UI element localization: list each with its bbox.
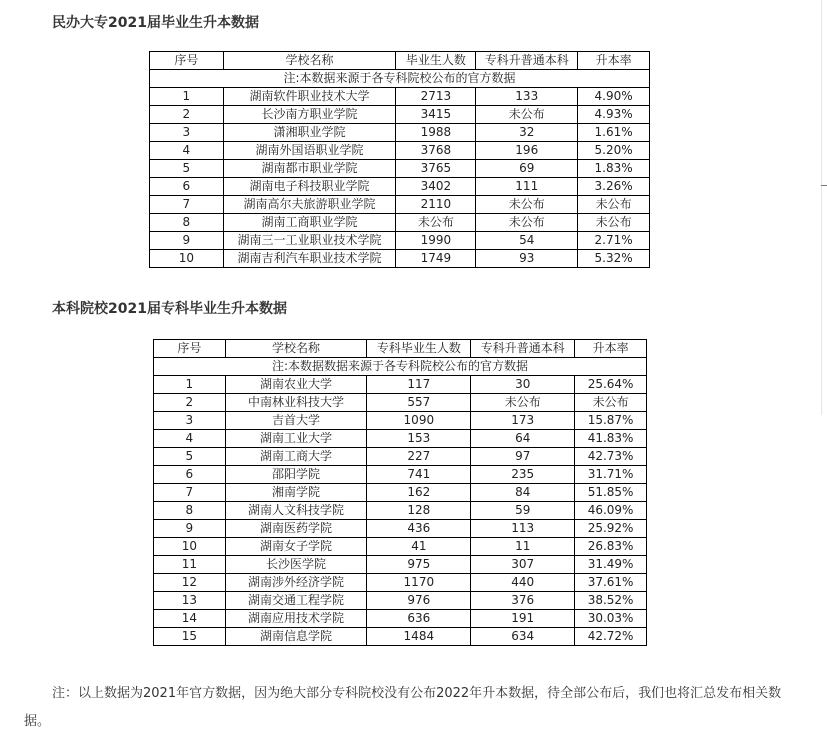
table-cell: 4.93%: [578, 106, 650, 124]
scrollbar-track[interactable]: [821, 0, 822, 415]
table-row: [154, 538, 647, 556]
table-row: [154, 448, 647, 466]
table-cell: 3768: [396, 142, 476, 160]
table-cell: 117: [367, 376, 471, 394]
table-cell: 31.71%: [575, 466, 647, 484]
table-cell: 湖南信息学院: [225, 628, 367, 646]
table-cell: 4: [154, 430, 226, 448]
table-row: [154, 430, 647, 448]
table-row: [154, 610, 647, 628]
table-cell: 634: [471, 628, 575, 646]
table-cell: 湖南涉外经济学院: [225, 574, 367, 592]
table-cell: 5.32%: [578, 250, 650, 268]
header-cell: 学校名称: [223, 52, 396, 70]
table-cell: 46.09%: [575, 502, 647, 520]
section2-title: 本科院校2021届专科毕业生升本数据: [52, 301, 287, 317]
table-cell: 636: [367, 610, 471, 628]
header-cell: 学校名称: [225, 340, 367, 358]
table-cell: 173: [471, 412, 575, 430]
table-header-row: [150, 52, 650, 70]
table-row: [154, 484, 647, 502]
table-cell: 64: [471, 430, 575, 448]
scrollbar-thumb[interactable]: [821, 185, 827, 186]
table-cell: 湖南工商职业学院: [223, 214, 396, 232]
table-cell: 3402: [396, 178, 476, 196]
table-row: [150, 178, 650, 196]
table-cell: 湖南交通工程学院: [225, 592, 367, 610]
table-cell: 30.03%: [575, 610, 647, 628]
table-cell: 42.72%: [575, 628, 647, 646]
table-cell: 1.61%: [578, 124, 650, 142]
table-cell: 25.64%: [575, 376, 647, 394]
table-cell: 未公布: [476, 106, 578, 124]
table-cell: 未公布: [476, 214, 578, 232]
table-cell: 12: [154, 574, 226, 592]
table-cell: 976: [367, 592, 471, 610]
table-cell: 7: [154, 484, 226, 502]
section1-title: 民办大专2021届毕业生升本数据: [52, 15, 259, 31]
table-row: [150, 250, 650, 268]
header-cell: 毕业生人数: [396, 52, 476, 70]
table-cell: 湘南学院: [225, 484, 367, 502]
table-cell: 307: [471, 556, 575, 574]
table-cell: 4.90%: [578, 88, 650, 106]
table-row: [154, 628, 647, 646]
header-cell: 专科毕业生人数: [367, 340, 471, 358]
table-cell: 邵阳学院: [225, 466, 367, 484]
table-cell: 3765: [396, 160, 476, 178]
table-cell: 湖南医药学院: [225, 520, 367, 538]
table-cell: 69: [476, 160, 578, 178]
table-cell: 153: [367, 430, 471, 448]
table-cell: 133: [476, 88, 578, 106]
table-cell: 5: [154, 448, 226, 466]
table-cell: 中南林业科技大学: [225, 394, 367, 412]
header-cell: 专科升普通本科: [471, 340, 575, 358]
table-cell: 11: [471, 538, 575, 556]
table-cell: 5: [150, 160, 224, 178]
table-cell: 227: [367, 448, 471, 466]
header-cell: 专科升普通本科: [476, 52, 578, 70]
table-cell: 41: [367, 538, 471, 556]
table-cell: 未公布: [396, 214, 476, 232]
table-cell: 3.26%: [578, 178, 650, 196]
table-cell: 557: [367, 394, 471, 412]
table-universities: [153, 339, 647, 646]
table-cell: 440: [471, 574, 575, 592]
table-row: [150, 196, 650, 214]
table-cell: 41.83%: [575, 430, 647, 448]
table-cell: 975: [367, 556, 471, 574]
table-cell: 湖南农业大学: [225, 376, 367, 394]
table-cell: 湖南女子学院: [225, 538, 367, 556]
table-cell: 1990: [396, 232, 476, 250]
table-cell: 31.49%: [575, 556, 647, 574]
table-cell: 5.20%: [578, 142, 650, 160]
table-cell: 235: [471, 466, 575, 484]
table-note-row: [154, 358, 647, 376]
table-cell: 潇湘职业学院: [223, 124, 396, 142]
table-cell: 湖南工业大学: [225, 430, 367, 448]
table-cell: 26.83%: [575, 538, 647, 556]
table-cell: 未公布: [575, 394, 647, 412]
table-cell: 8: [150, 214, 224, 232]
table-cell: 9: [154, 520, 226, 538]
table-cell: 15: [154, 628, 226, 646]
table-note: 注:本数据数据来源于各专科院校公布的官方数据: [154, 358, 647, 376]
table-row: [150, 142, 650, 160]
table-cell: 6: [154, 466, 226, 484]
table-cell: 37.61%: [575, 574, 647, 592]
table-row: [154, 574, 647, 592]
table-cell: 长沙医学院: [225, 556, 367, 574]
table-cell: 10: [154, 538, 226, 556]
table-cell: 未公布: [471, 394, 575, 412]
table-cell: 38.52%: [575, 592, 647, 610]
header-cell: 升本率: [575, 340, 647, 358]
table-cell: 11: [154, 556, 226, 574]
table-cell: 1749: [396, 250, 476, 268]
table-cell: 196: [476, 142, 578, 160]
table-cell: 113: [471, 520, 575, 538]
table-cell: 湖南应用技术学院: [225, 610, 367, 628]
table-row: [154, 556, 647, 574]
table-row: [154, 412, 647, 430]
header-cell: 升本率: [578, 52, 650, 70]
table-cell: 2713: [396, 88, 476, 106]
table-cell: 10: [150, 250, 224, 268]
table-cell: 2110: [396, 196, 476, 214]
table-cell: 8: [154, 502, 226, 520]
table-row: [150, 232, 650, 250]
table-cell: 13: [154, 592, 226, 610]
table-cell: 128: [367, 502, 471, 520]
table-cell: 15.87%: [575, 412, 647, 430]
table-private-colleges: [149, 51, 650, 268]
table-cell: 2: [154, 394, 226, 412]
header-cell: 序号: [150, 52, 224, 70]
table-cell: 未公布: [578, 214, 650, 232]
table-cell: 14: [154, 610, 226, 628]
table-cell: 未公布: [578, 196, 650, 214]
table-cell: 32: [476, 124, 578, 142]
table-cell: 97: [471, 448, 575, 466]
table-cell: 84: [471, 484, 575, 502]
table-cell: 湖南三一工业职业技术学院: [223, 232, 396, 250]
table-cell: 1.83%: [578, 160, 650, 178]
table-cell: 741: [367, 466, 471, 484]
table-row: [150, 160, 650, 178]
table-cell: 4: [150, 142, 224, 160]
table-row: [150, 106, 650, 124]
table-cell: 111: [476, 178, 578, 196]
table-cell: 湖南人文科技学院: [225, 502, 367, 520]
table-cell: 3: [154, 412, 226, 430]
table-cell: 2.71%: [578, 232, 650, 250]
table-cell: 3415: [396, 106, 476, 124]
table-cell: 湖南外国语职业学院: [223, 142, 396, 160]
table-note-row: [150, 70, 650, 88]
table-cell: 7: [150, 196, 224, 214]
table-cell: 30: [471, 376, 575, 394]
table-cell: 9: [150, 232, 224, 250]
header-cell: 序号: [154, 340, 226, 358]
table-header-row: [154, 340, 647, 358]
table-cell: 湖南电子科技职业学院: [223, 178, 396, 196]
table-cell: 3: [150, 124, 224, 142]
table-cell: 湖南软件职业技术大学: [223, 88, 396, 106]
table-row: [150, 88, 650, 106]
table-cell: 376: [471, 592, 575, 610]
table-row: [150, 214, 650, 232]
table-cell: 长沙南方职业学院: [223, 106, 396, 124]
table-cell: 湖南都市职业学院: [223, 160, 396, 178]
table-cell: 湖南吉利汽车职业技术学院: [223, 250, 396, 268]
table-cell: 93: [476, 250, 578, 268]
table-cell: 54: [476, 232, 578, 250]
table-cell: 59: [471, 502, 575, 520]
table-cell: 1: [154, 376, 226, 394]
table-body: [154, 376, 647, 646]
table-cell: 191: [471, 610, 575, 628]
table-cell: 25.92%: [575, 520, 647, 538]
table-row: [154, 502, 647, 520]
table-cell: 1: [150, 88, 224, 106]
table-row: [154, 592, 647, 610]
table-row: [154, 394, 647, 412]
table-cell: 吉首大学: [225, 412, 367, 430]
table-note: 注:本数据来源于各专科院校公布的官方数据: [150, 70, 650, 88]
footnote: 注：以上数据为2021年官方数据，因为绝大部分专科院校没有公布2022年升本数据，待全部公布后，我们也将汇总发布相关数据。: [24, 686, 782, 729]
table-row: [154, 376, 647, 394]
table-cell: 436: [367, 520, 471, 538]
table-cell: 1484: [367, 628, 471, 646]
table-cell: 未公布: [476, 196, 578, 214]
table-cell: 1988: [396, 124, 476, 142]
table-cell: 51.85%: [575, 484, 647, 502]
table-cell: 湖南工商大学: [225, 448, 367, 466]
table-cell: 1170: [367, 574, 471, 592]
table-cell: 42.73%: [575, 448, 647, 466]
table-row: [154, 520, 647, 538]
table-row: [154, 466, 647, 484]
table-cell: 162: [367, 484, 471, 502]
table-row: [150, 124, 650, 142]
table-body: [150, 88, 650, 268]
table-cell: 1090: [367, 412, 471, 430]
table-cell: 2: [150, 106, 224, 124]
table-cell: 湖南高尔夫旅游职业学院: [223, 196, 396, 214]
table-cell: 6: [150, 178, 224, 196]
